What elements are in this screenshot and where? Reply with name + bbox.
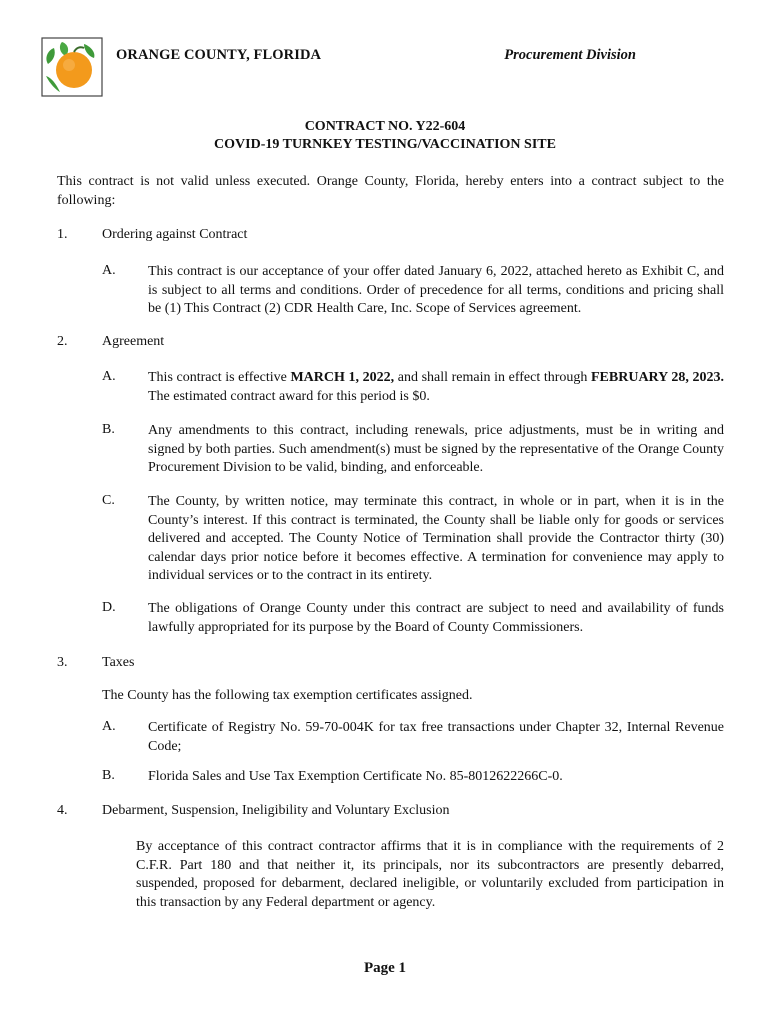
section-2-item-d-letter: D. [102, 600, 116, 615]
header-org: ORANGE COUNTY, FLORIDA [116, 47, 322, 63]
contract-title: COVID-19 TURNKEY TESTING/VACCINATION SITE [214, 137, 556, 152]
header-division: Procurement Division [504, 47, 636, 63]
section-2-item-a-letter: A. [102, 369, 116, 384]
section-3-number: 3. [57, 655, 68, 670]
effective-start-date: MARCH 1, 2022, [290, 370, 395, 385]
section-3-item-a-letter: A. [102, 719, 116, 734]
section-2-item-a-text [148, 369, 724, 406]
section-3-title: Taxes [102, 655, 135, 670]
section-4-number: 4. [57, 803, 68, 818]
section-2-item-c-text: The County, by written notice, may terminate this contract, in whole or in part, when it is in the County’s interest. If this contract is terminated, the County shall be liable only for goods or services delivered and accepted. The County Notice of Termination shall provide the Contractor thirty (30) calendar days prior notice before it becomes effective. A termination for convenience may apply to individual services or to the contract in its entirety. [148, 494, 724, 583]
intro-paragraph: This contract is not valid unless executed. Orange County, Florida, hereby enters into a contract subject to the following: [57, 174, 724, 208]
section-1-title: Ordering against Contract [102, 227, 248, 242]
section-2-item-b-text: Any amendments to this contract, including renewals, price adjustments, must be in writing and signed by both parties. Such amendment(s) must be signed by the representative of the Orange County Procurement Division to be valid, binding, and enforceable. [148, 423, 724, 475]
effective-pre: This contract is effective [148, 370, 291, 385]
section-4-body: By acceptance of this contract contractor affirms that it is in compliance with the requirements of 2 C.F.R. Part 180 and that neither it, its principals, nor its subcontractors are presently debarred, suspended, proposed for debarment, declared ineligible, or voluntarily excluded from participation in this transaction by any Federal department or agency. [136, 839, 724, 910]
effective-post: The estimated contract award for this period is $0. [148, 388, 430, 404]
section-2-item-d-text: The obligations of Orange County under this contract are subject to need and availability of funds lawfully appropriated for its purpose by the Board of County Commissioners. [148, 601, 724, 635]
section-4-title: Debarment, Suspension, Ineligibility and Voluntary Exclusion [102, 803, 450, 818]
section-2-title: Agreement [102, 334, 165, 349]
section-1-number: 1. [57, 227, 68, 242]
section-3-item-b-text: Florida Sales and Use Tax Exemption Certificate No. 85-8012622266C-0. [148, 769, 563, 784]
effective-end-date: FEBRUARY 28, 2023. [591, 370, 724, 385]
contract-number: CONTRACT NO. Y22-604 [304, 119, 466, 134]
section-3-lead: The County has the following tax exemption certificates assigned. [102, 688, 473, 703]
section-3-item-b-letter: B. [102, 768, 115, 783]
section-1-item-a-text: This contract is our acceptance of your offer dated January 6, 2022, attached hereto as Exhibit C, and is subject to all terms and conditions. Order of precedence for all terms, conditions and pricing shall be (1) This Contract (2) CDR Health Care, Inc. Scope of Services agreement. [148, 264, 724, 316]
section-2-item-b-letter: B. [102, 422, 115, 437]
section-2-item-c-letter: C. [102, 493, 115, 508]
section-1-item-a-letter: A. [102, 263, 116, 278]
effective-mid: and shall remain in effect through [394, 370, 591, 385]
orange-fruit-logo-icon [40, 36, 104, 98]
section-3-item-a-text: Certificate of Registry No. 59-70-004K for tax free transactions under Chapter 32, Internal Revenue Code; [148, 720, 724, 754]
page-number: Page 1 [363, 960, 407, 976]
section-2-number: 2. [57, 334, 68, 349]
